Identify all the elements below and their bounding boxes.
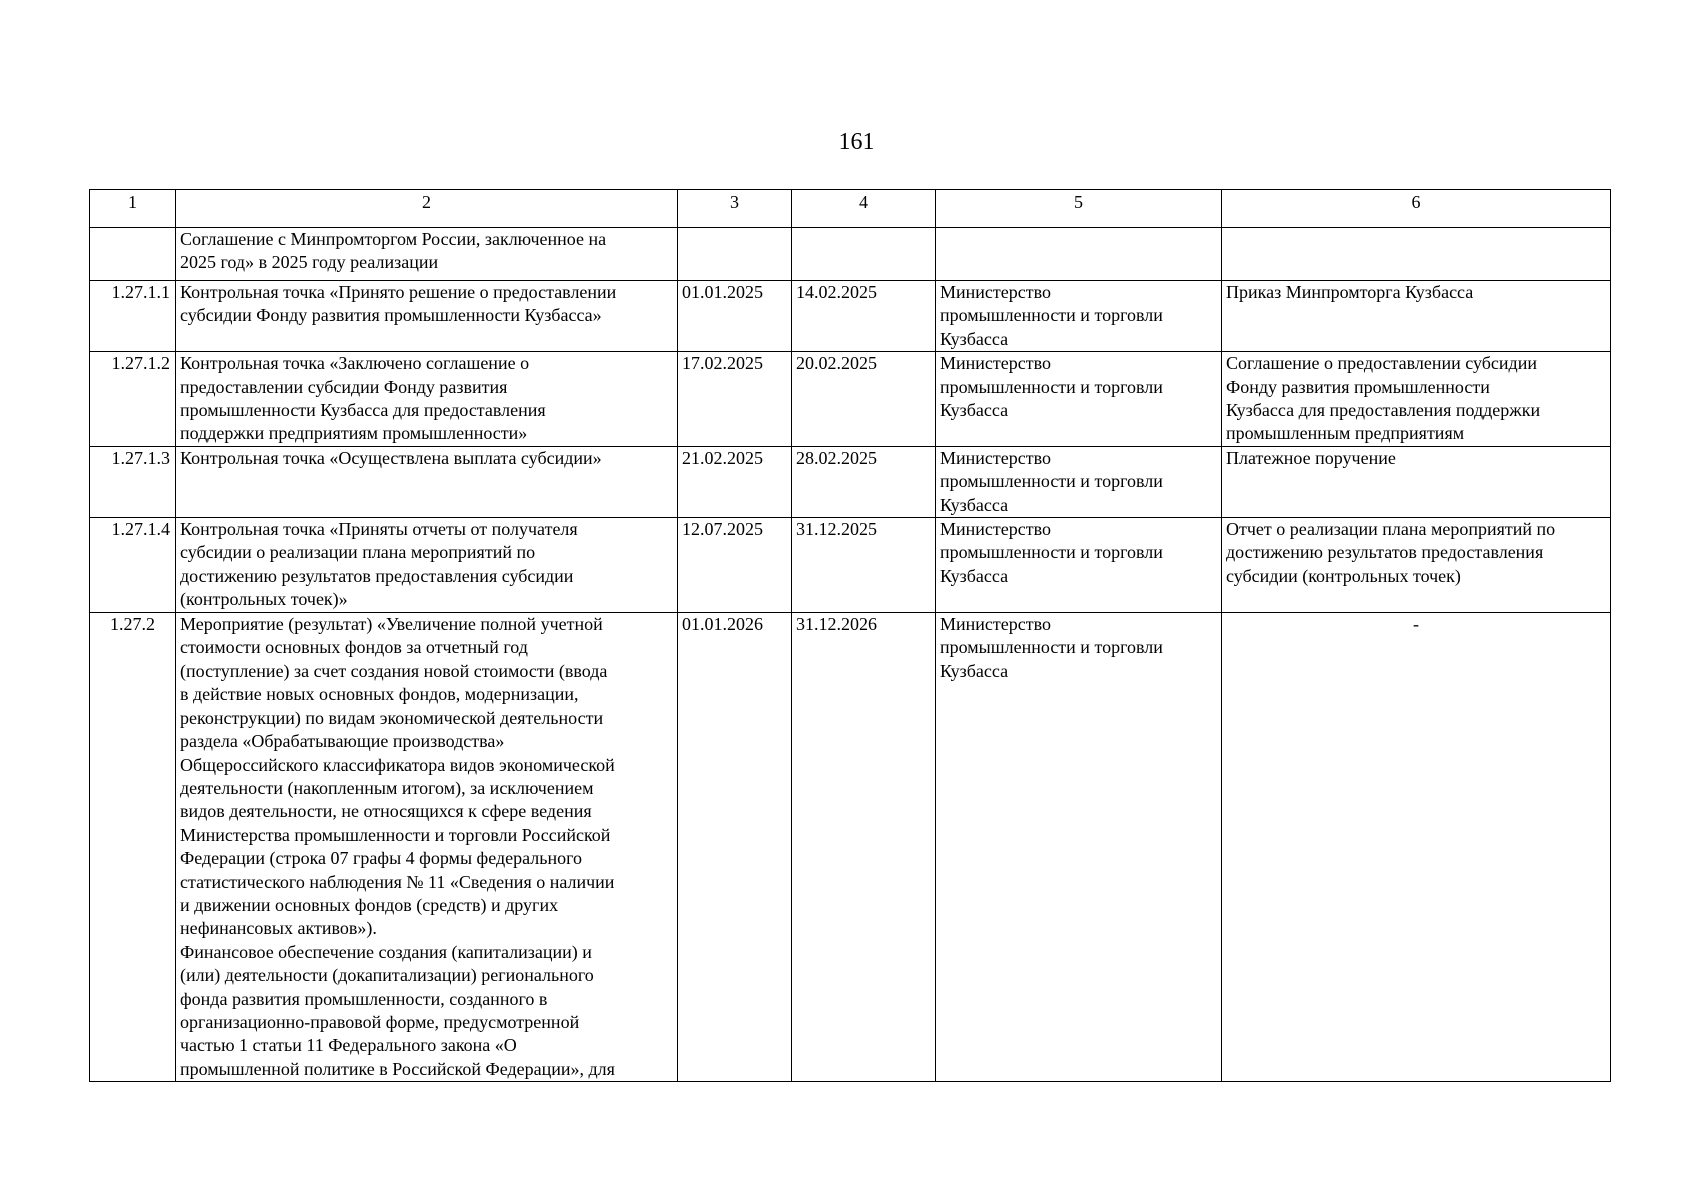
row-end-date: 31.12.2025	[792, 518, 936, 613]
row-start-date: 01.01.2025	[678, 281, 792, 352]
row-start-date: 21.02.2025	[678, 446, 792, 517]
table-row	[90, 446, 1611, 517]
row-end-date: 31.12.2026	[792, 613, 936, 1082]
row-number: 1.27.1.1	[90, 281, 176, 352]
column-header-6: 6	[1222, 190, 1611, 228]
row-name: Контрольная точка «Принято решение о предоставлении субсидии Фонду развития промышленности Кузбасса»	[176, 281, 678, 352]
row-start-date: 12.07.2025	[678, 518, 792, 613]
row-document: Соглашение о предоставлении субсидии Фонду развития промышленности Кузбасса для предоставления поддержки промышленным предприятиям	[1222, 352, 1611, 447]
row-end-date: 14.02.2025	[792, 281, 936, 352]
row-document: Отчет о реализации плана мероприятий по достижению результатов предоставления субсидии (контрольных точек)	[1222, 518, 1611, 613]
row-name: Контрольная точка «Приняты отчеты от получателя субсидии о реализации плана мероприятий по достижению результатов предоставления субсидии (контрольных точек)»	[176, 518, 678, 613]
row-document: -	[1222, 613, 1611, 1082]
row-end-date: 28.02.2025	[792, 446, 936, 517]
column-header-4: 4	[792, 190, 936, 228]
table-header-row	[90, 190, 1611, 228]
row-document: Платежное поручение	[1222, 446, 1611, 517]
table-row	[90, 281, 1611, 352]
page-number: 161	[838, 129, 875, 155]
column-header-2: 2	[176, 190, 678, 228]
row-number	[90, 228, 176, 281]
row-start-date: 01.01.2026	[678, 613, 792, 1082]
row-responsible	[936, 228, 1222, 281]
row-number: 1.27.2	[90, 613, 176, 1082]
row-end-date	[792, 228, 936, 281]
table-row	[90, 613, 1611, 1082]
activities-table	[89, 189, 1611, 1082]
row-name: Контрольная точка «Заключено соглашение о предоставлении субсидии Фонду развития промышленности Кузбасса для предоставления поддержки предприятиям промышленности»	[176, 352, 678, 447]
table-row	[90, 228, 1611, 281]
row-name: Мероприятие (результат) «Увеличение полной учетной стоимости основных фондов за отчетный год (поступление) за счет создания новой стоимости (ввода в действие новых основных фондов, модернизации, реконструкции) по видам экономической деятельности раздела «Обрабатывающие производства» Общероссийского классификатора видов экономической деятельности (накопленным итогом), за исключением видов деятельности, не относящихся к сфере ведения Министерства промышленности и торговли Российской Федерации (строка 07 графы 4 формы федерального статистического наблюдения № 11 «Сведения о наличии и движении основных фондов (средств) и других нефинансовых активов»). Финансовое обеспечение создания (капитализации) и (или) деятельности (докапитализации) регионального фонда развития промышленности, созданного в организационно-правовой форме, предусмотренной частью 1 статьи 11 Федерального закона «О промышленной политике в Российской Федерации», для	[176, 613, 678, 1082]
row-document: Приказ Минпромторга Кузбасса	[1222, 281, 1611, 352]
row-document	[1222, 228, 1611, 281]
row-number: 1.27.1.2	[90, 352, 176, 447]
row-start-date	[678, 228, 792, 281]
table-row	[90, 352, 1611, 447]
row-start-date: 17.02.2025	[678, 352, 792, 447]
row-responsible: Министерство промышленности и торговли Кузбасса	[936, 613, 1222, 1082]
row-number: 1.27.1.3	[90, 446, 176, 517]
column-header-1: 1	[90, 190, 176, 228]
row-responsible: Министерство промышленности и торговли Кузбасса	[936, 446, 1222, 517]
column-header-3: 3	[678, 190, 792, 228]
row-name: Контрольная точка «Осуществлена выплата субсидии»	[176, 446, 678, 517]
column-header-5: 5	[936, 190, 1222, 228]
row-end-date: 20.02.2025	[792, 352, 936, 447]
row-responsible: Министерство промышленности и торговли Кузбасса	[936, 518, 1222, 613]
row-name: Соглашение с Минпромторгом России, заключенное на 2025 год» в 2025 году реализации	[176, 228, 678, 281]
row-responsible: Министерство промышленности и торговли Кузбасса	[936, 281, 1222, 352]
table-row	[90, 518, 1611, 613]
row-responsible: Министерство промышленности и торговли Кузбасса	[936, 352, 1222, 447]
row-number: 1.27.1.4	[90, 518, 176, 613]
